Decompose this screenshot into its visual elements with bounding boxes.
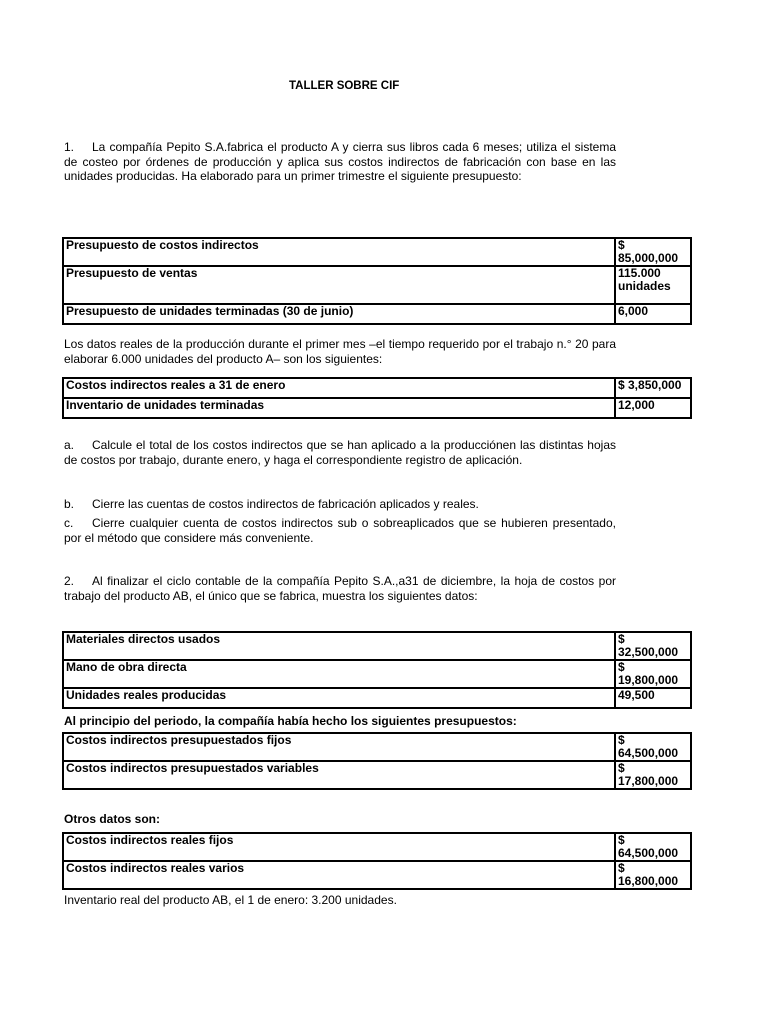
table-cell-label: Costos indirectos reales a 31 de enero: [63, 378, 615, 398]
real-data-table: [62, 377, 692, 419]
question-2-number: 2.: [64, 574, 75, 588]
table-cell-value: $ 32,500,000: [615, 632, 691, 660]
item-c: [64, 516, 616, 545]
table-row: [63, 660, 691, 688]
question-1-number: 1.: [64, 140, 75, 154]
table-cell-label: Inventario de unidades terminadas: [63, 398, 615, 418]
inventory-note: Inventario real del producto AB, el 1 de enero: 3.200 unidades.: [64, 893, 397, 907]
table-row: [63, 761, 691, 789]
table-cell-label: Materiales directos usados: [63, 632, 615, 660]
table-cell-label: Costos indirectos reales varios: [63, 861, 615, 889]
table-row: [63, 238, 691, 266]
table-cell-value: 115.000 unidades: [615, 266, 691, 304]
table-row: [63, 861, 691, 889]
table-row: [63, 266, 691, 304]
table-cell-label: Presupuesto de costos indirectos: [63, 238, 615, 266]
table-row: [63, 378, 691, 398]
table-row: [63, 833, 691, 861]
table-cell-value: $ 64,500,000: [615, 833, 691, 861]
table-cell-label: Mano de obra directa: [63, 660, 615, 688]
item-a-marker: a.: [64, 438, 75, 452]
table-cell-value: 6,000: [615, 304, 691, 324]
other-data-table: [62, 832, 692, 890]
table-row: [63, 398, 691, 418]
budgets-table: [62, 732, 692, 790]
table-row: [63, 688, 691, 708]
table-cell-label: Costos indirectos presupuestados fijos: [63, 733, 615, 761]
question-1: [64, 140, 616, 184]
table-cell-label: Costos indirectos presupuestados variables: [63, 761, 615, 789]
item-c-marker: c.: [64, 516, 74, 530]
table-cell-label: Presupuesto de unidades terminadas (30 de junio): [63, 304, 615, 324]
table-cell-label: Costos indirectos reales fijos: [63, 833, 615, 861]
table-cell-label: Presupuesto de ventas: [63, 266, 615, 304]
budget-table: [62, 237, 692, 325]
table-cell-value: $ 19,800,000: [615, 660, 691, 688]
table-cell-label: Unidades reales producidas: [63, 688, 615, 708]
other-data-intro: Otros datos son:: [64, 812, 161, 826]
item-b: [64, 497, 616, 512]
table-cell-value: $ 16,800,000: [615, 861, 691, 889]
real-data-intro: Los datos reales de la producción durante el primer mes –el tiempo requerido por el trabajo n.° 20 para elaborar 6.000 unidades del producto A– son los siguientes:: [64, 337, 616, 366]
page-title: TALLER SOBRE CIF: [289, 80, 400, 92]
cost-sheet-table: [62, 631, 692, 709]
table-cell-value: 12,000: [615, 398, 691, 418]
question-1-text: La compañía Pepito S.A.fabrica el producto A y cierra sus libros cada 6 meses; utiliza el sistema de costeo por órdenes de producción y aplica sus costos indirectos de fabricación con base en las unidades producidas. Ha elaborado para un primer trimestre el siguiente presupuesto:: [64, 140, 616, 183]
table-cell-value: $ 3,850,000: [615, 378, 691, 398]
table-cell-value: $ 85,000,000: [615, 238, 691, 266]
table-cell-value: $ 64,500,000: [615, 733, 691, 761]
item-c-text: Cierre cualquier cuenta de costos indirectos sub o sobreaplicados que se hubieren presentado, por el método que considere más conveniente.: [64, 516, 616, 545]
table-cell-value: $ 17,800,000: [615, 761, 691, 789]
table-row: [63, 632, 691, 660]
question-2: [64, 574, 616, 603]
table-row: [63, 304, 691, 324]
table-row: [63, 733, 691, 761]
item-b-text: Cierre las cuentas de costos indirectos de fabricación aplicados y reales.: [92, 497, 479, 511]
item-a: [64, 438, 616, 467]
table-cell-value: 49,500: [615, 688, 691, 708]
item-a-text: Calcule el total de los costos indirectos que se han aplicado a la producciónen las distintas hojas de costos por trabajo, durante enero, y haga el correspondiente registro de aplicación.: [64, 438, 616, 467]
budget-intro: Al principio del periodo, la compañía había hecho los siguientes presupuestos:: [64, 714, 517, 728]
question-2-text: Al finalizar el ciclo contable de la compañía Pepito S.A.,a31 de diciembre, la hoja de costos por trabajo del producto AB, el único que se fabrica, muestra los siguientes datos:: [64, 574, 616, 603]
item-b-marker: b.: [64, 497, 75, 511]
